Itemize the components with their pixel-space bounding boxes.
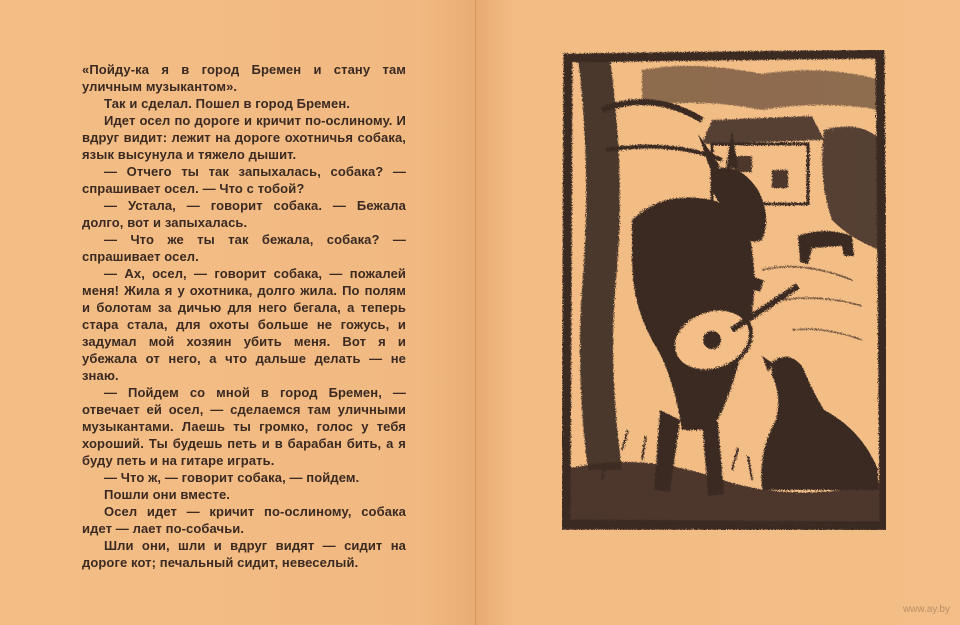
- left-page: [0, 0, 476, 625]
- paragraph: Пошли они вместе.: [104, 487, 231, 502]
- paragraph: — Что же ты так бежала, собака? — спрашивает осел.: [82, 232, 406, 264]
- paragraph: Шли они, шли и вдруг видят — сидит на дороге кот; печальный сидит, невеселый.: [82, 538, 406, 570]
- watermark: www.ay.by: [902, 604, 950, 615]
- story-text: [82, 61, 406, 571]
- paragraph: — Пойдем со мной в город Бремен, — отвечает ей осел, — сделаемся там уличными музыкантами. Лаешь ты громко, голос у тебя хороший. Ты будешь петь и в барабан бить, а я буду петь и на гитаре играть.: [82, 385, 406, 468]
- paragraph: Так и сделал. Пошел в город Бремен.: [104, 96, 350, 111]
- paragraph: — Отчего ты так запыхалась, собака? — спрашивает осел. — Что с тобой?: [82, 164, 406, 196]
- paragraph: — Устала, — говорит собака. — Бежала долго, вот и запыхалась.: [82, 198, 406, 230]
- donkey-and-dog-illustration: [562, 50, 886, 530]
- paragraph: — Ах, осел, — говорит собака, — пожалей меня! Жила я у охотника, долго жила. По полям и болотам за дичью для него бегала, а теперь стара стала, для охоты больше не гожусь, и задумал мой хозяин убить меня. Вот я и убежала от него, а что дальше делать — не знаю.: [82, 266, 406, 383]
- paragraph: — Что ж, — говорит собака, — пойдем.: [104, 470, 360, 485]
- paragraph: Осел идет — кричит по-ослиному, собака идет — лает по-собачьи.: [82, 504, 406, 536]
- paragraph: Идет осел по дороге и кричит по-ослиному. И вдруг видит: лежит на дороге охотничья собака, язык высунула и тяжело дышит.: [82, 113, 406, 162]
- paragraph: «Пойду-ка я в город Бремен и стану там уличным музыкантом».: [82, 62, 406, 94]
